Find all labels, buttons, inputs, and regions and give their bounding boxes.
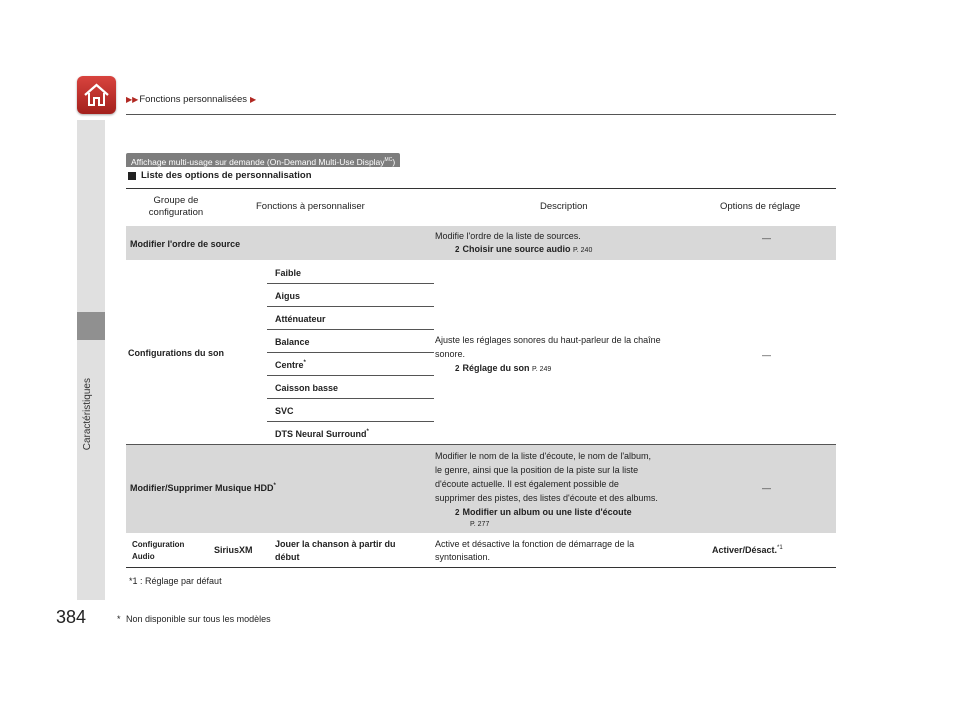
- row-sirius-description-2: syntonisation.: [435, 552, 491, 562]
- row-hdd-description-2: le genre, ainsi que la position de la piste sur la liste: [435, 465, 639, 475]
- row-sirius-feature: [275, 538, 396, 564]
- section-title: [128, 170, 312, 181]
- feature-centre: [275, 360, 306, 370]
- feature-faible: Faible: [275, 268, 302, 278]
- row-hdd-group: [130, 483, 276, 493]
- row-sirius-option: [712, 545, 783, 555]
- row-hdd-description-4: supprimer des pistes, des listes d'écoute et des albums.: [435, 493, 658, 503]
- side-tab-upper: [77, 120, 105, 320]
- section-bullet-icon: [128, 172, 136, 180]
- side-tab-active[interactable]: [77, 312, 105, 340]
- feature-caisson: Caisson basse: [275, 383, 339, 393]
- table-row: [126, 260, 836, 444]
- link-arrow-icon: 2: [455, 364, 460, 373]
- feature-balance: Balance: [275, 337, 310, 347]
- breadcrumb-link[interactable]: Fonctions personnalisées: [139, 94, 248, 105]
- feature-divider: [267, 421, 434, 422]
- col-header-feature: Fonctions à personnaliser: [256, 201, 365, 212]
- feature-divider: [267, 375, 434, 376]
- row-sound-description-1: Ajuste les réglages sonores du haut-parleur de la chaîne: [435, 335, 661, 345]
- feature-divider: [267, 352, 434, 353]
- banner-superscript: MC: [384, 157, 393, 163]
- feature-aigus: Aigus: [275, 291, 301, 301]
- row-sirius-feature-2: début: [275, 552, 300, 562]
- feature-dts: [275, 429, 369, 439]
- col-header-group: Groupe de configuration: [148, 195, 204, 218]
- row-hdd-link-text: Modifier un album ou une liste d'écoute: [462, 507, 632, 517]
- row-sirius-description-1: Active et désactive la fonction de démarrage de la: [435, 539, 635, 549]
- availability-note: [117, 614, 271, 624]
- feature-dts-text: DTS Neural Surround: [275, 429, 367, 439]
- table-row: [126, 226, 836, 260]
- row-source-link-text: Choisir une source audio: [462, 244, 571, 254]
- banner-text: Affichage multi-usage sur demande (On-Demand Multi-Use Display: [131, 156, 385, 167]
- row-sirius-option-text: Activer/Désact.: [712, 545, 778, 555]
- link-arrow-icon: 2: [455, 508, 460, 517]
- row-sirius-option-note: *1: [777, 545, 783, 551]
- row-sirius-group-2: Audio: [132, 552, 155, 561]
- home-button[interactable]: [77, 76, 116, 114]
- row-hdd-option: —: [762, 483, 771, 493]
- table-header: [126, 188, 836, 227]
- row-sound-description-2: sonore.: [435, 349, 466, 359]
- row-sound-group: Configurations du son: [128, 348, 224, 358]
- home-icon: [82, 81, 111, 109]
- row-sirius-feature-1: Jouer la chanson à partir du: [275, 539, 396, 549]
- row-source-page: P. 240: [573, 247, 593, 254]
- col-header-options: Options de réglage: [720, 201, 801, 212]
- availability-note-star: *: [117, 614, 121, 624]
- row-sirius-group: [132, 539, 184, 563]
- feature-dts-star: *: [366, 429, 369, 435]
- row-source-description: Modifie l'ordre de la liste de sources.: [435, 231, 581, 241]
- breadcrumb-end-arrow-icon: ▶: [250, 95, 257, 104]
- table-row: [126, 533, 836, 568]
- row-hdd-page: P. 277: [470, 521, 490, 528]
- display-banner: [126, 153, 400, 167]
- breadcrumb-arrows-icon: ▶▶: [126, 95, 139, 104]
- row-sound-link-text: Réglage du son: [462, 363, 530, 373]
- row-sound-page: P. 249: [531, 366, 552, 373]
- side-section-label: Caractéristiques: [82, 378, 93, 451]
- feature-centre-star: *: [303, 360, 306, 366]
- row-source-link[interactable]: [455, 244, 592, 254]
- link-arrow-icon: 2: [455, 245, 460, 254]
- row-sirius-group-1: Configuration: [132, 540, 185, 549]
- row-hdd-star: *: [273, 483, 276, 489]
- row-sound-option: —: [762, 350, 771, 360]
- row-source-option: —: [762, 233, 771, 243]
- footnote-default: *1 : Réglage par défaut: [129, 576, 222, 586]
- row-hdd-group-text: Modifier/Supprimer Musique HDD: [130, 483, 274, 493]
- row-sirius-description: [435, 538, 634, 564]
- page-number: 384: [56, 607, 87, 627]
- feature-svc: SVC: [275, 406, 294, 416]
- row-hdd-link[interactable]: [455, 507, 632, 517]
- feature-divider: [267, 283, 434, 284]
- feature-divider: [267, 306, 434, 307]
- header-divider: [126, 114, 836, 115]
- row-source-group: Modifier l'ordre de source: [130, 239, 241, 249]
- feature-attenuateur: Atténuateur: [275, 314, 326, 324]
- feature-divider: [267, 398, 434, 399]
- row-hdd-description-1: Modifier le nom de la liste d'écoute, le nom de l'album,: [435, 451, 652, 461]
- row-sound-link[interactable]: [455, 363, 551, 373]
- banner-close: ): [392, 156, 396, 167]
- row-sirius-subgroup: SiriusXM: [214, 545, 253, 555]
- row-hdd-description-3: d'écoute actuelle. Il est également possible de: [435, 479, 619, 489]
- feature-centre-text: Centre: [275, 360, 304, 370]
- table-row: [126, 444, 836, 533]
- col-header-description: Description: [540, 201, 588, 212]
- breadcrumb: [126, 94, 256, 105]
- feature-divider: [267, 329, 434, 330]
- availability-note-text: Non disponible sur tous les modèles: [126, 614, 271, 624]
- section-title-text: Liste des options de personnalisation: [141, 170, 312, 181]
